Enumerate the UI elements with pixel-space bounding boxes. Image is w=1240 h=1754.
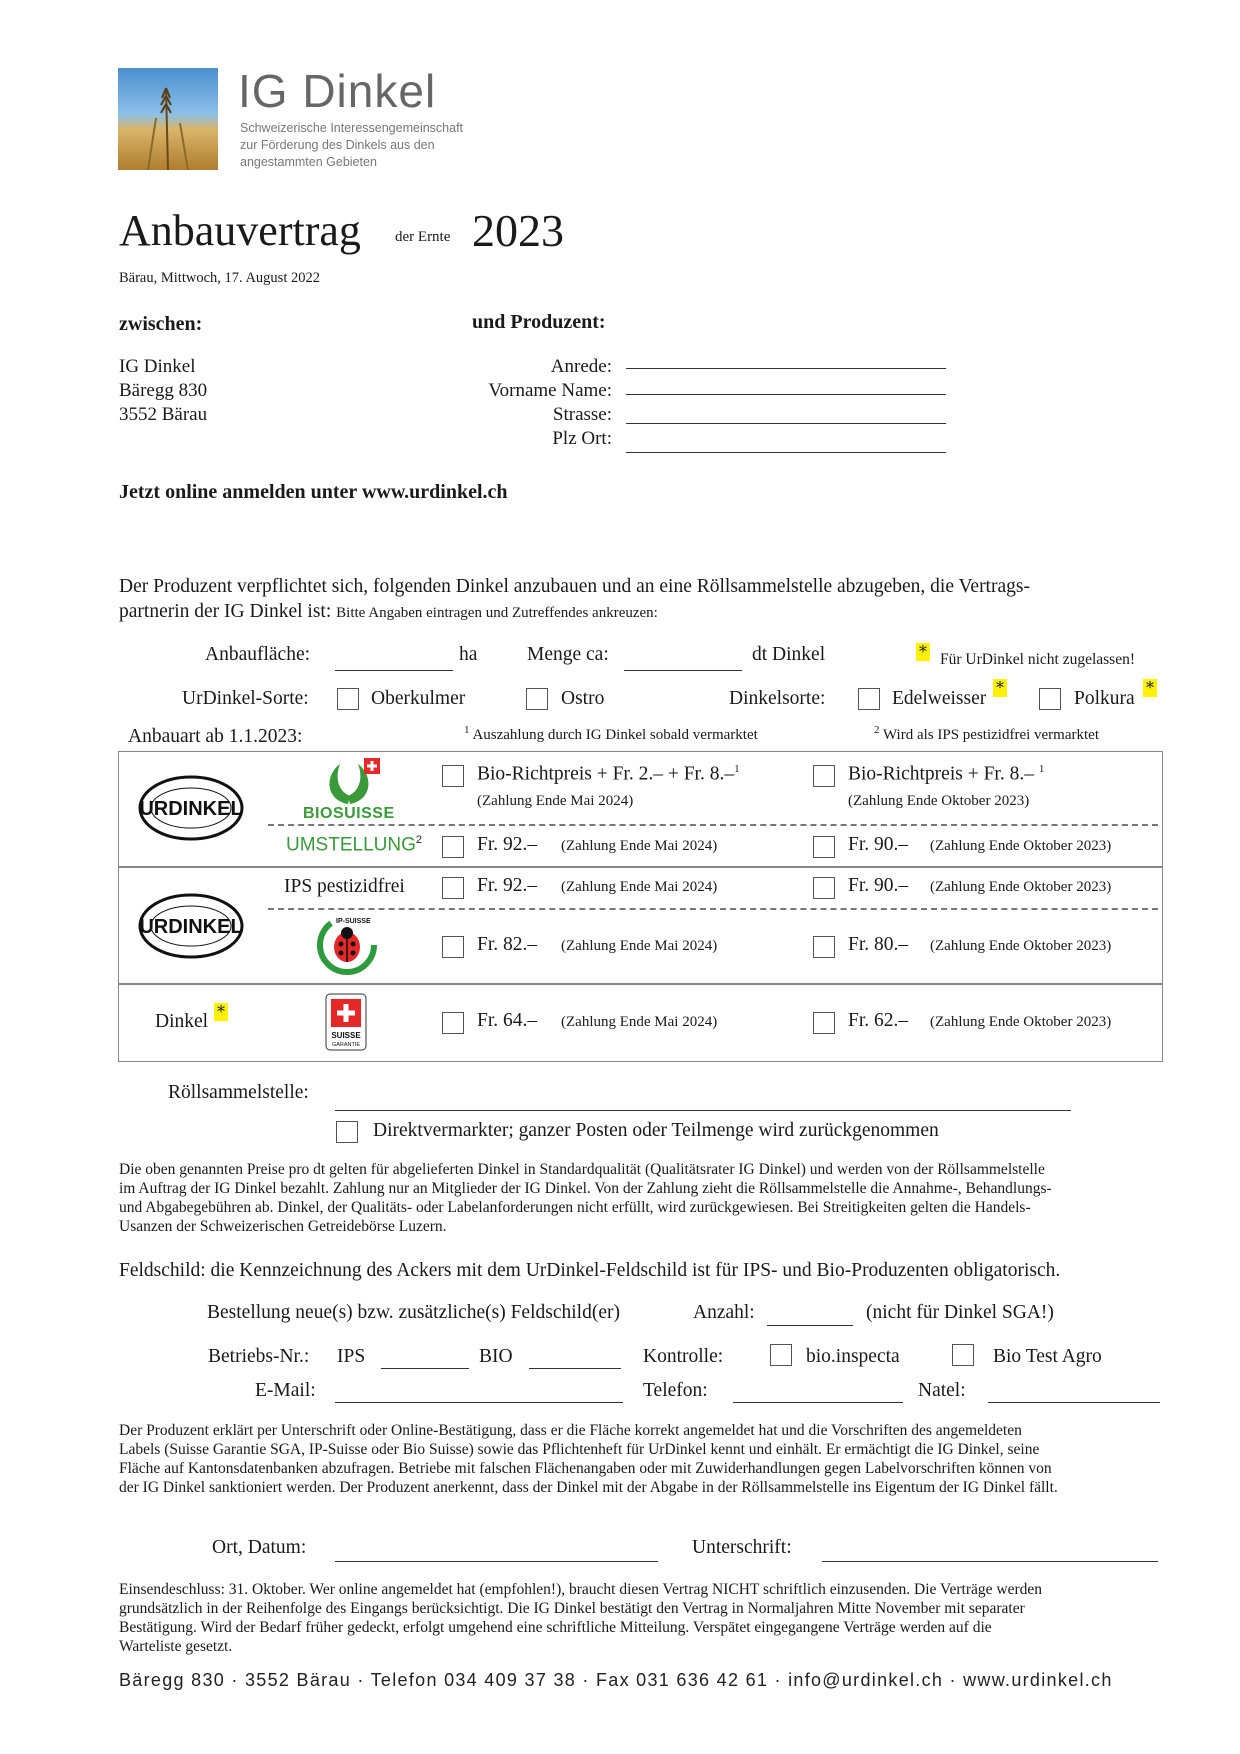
method-label: Anbauart ab 1.1.2023: [128,726,303,747]
divider [268,824,1158,826]
phone-label: Telefon: [643,1380,708,1401]
variety-ostro: Ostro [561,688,605,709]
checkbox-polkura[interactable] [1039,688,1061,710]
bio-opt1-note: (Zahlung Ende Mai 2024) [477,793,634,809]
producer-label: und Produzent: [472,311,606,333]
dinkel-note1: (Zahlung Ende Mai 2024) [561,1014,718,1030]
ips-note2: (Zahlung Ende Oktober 2023) [930,879,1112,895]
suisse-garantie-logo [325,993,367,1051]
umstellung-note2: (Zahlung Ende Oktober 2023) [930,838,1112,854]
star-marker: * [214,1003,228,1021]
ips-label: IPS pestizidfrei [284,876,405,897]
title-sub: der Ernte [395,229,451,245]
org-tagline: Schweizerische Interessengemeinschaft zur Förderung des Dinkels aus den angestammten Gebieten [240,121,464,169]
signature-field[interactable] [822,1561,1158,1562]
checkbox-bio-opt2[interactable] [813,765,835,787]
star-marker: * [1143,679,1157,697]
bio-no-label: BIO [479,1346,513,1367]
svg-text:GARANTIE: GARANTIE [331,1042,361,1048]
bio-opt2: Bio-Richtpreis + Fr. 8.– $^1$ [848,763,1045,785]
bio-opt2-note: (Zahlung Ende Oktober 2023) [848,793,1030,809]
checkbox-ips-1[interactable] [442,877,464,899]
logo-photo [118,68,218,170]
ips-price4: Fr. 80.– [848,934,909,955]
direct-label: Direktvermarkter; ganzer Posten oder Teilmenge wird zurückgenommen [373,1120,939,1141]
place-date-field[interactable] [335,1561,658,1562]
producer-field-labels: Anrede: Vorname Name: Strasse: Plz Ort: [488,356,612,449]
checkbox-ips-2[interactable] [813,877,835,899]
city-field[interactable] [626,452,946,453]
count-label: Anzahl: [693,1302,755,1323]
dinkel-label: Dinkel [155,1011,209,1032]
page-title: Anbauvertrag [119,206,361,255]
signature-label: Unterschrift: [692,1537,792,1558]
title-year: 2023 [472,205,564,256]
svg-text:SUISSE: SUISSE [331,1031,361,1040]
amount-field[interactable] [624,670,742,671]
svg-text:IP-SUISSE: IP-SUISSE [336,918,371,925]
amount-unit: dt Dinkel [752,644,826,665]
checkbox-bio-test-agro[interactable] [952,1344,974,1366]
star-note: Für UrDinkel nicht zugelassen! [940,651,1135,668]
phone-field[interactable] [733,1402,903,1403]
control-bio-test-agro: Bio Test Agro [993,1346,1102,1367]
ips-price1: Fr. 92.– [477,875,538,896]
bio-suisse-logo-text: BIOSUISSE [303,805,395,822]
count-note: (nicht für Dinkel SGA!) [866,1302,1054,1323]
footnote-1: $^1$ Auszahlung durch IG Dinkel sobald vermarktet [464,724,758,743]
intro-text: Der Produzent verpflichtet sich, folgenden Dinkel anzubauen und an eine Röllsammelstelle abzugeben, die Vertrags- partnerin der IG Dinkel ist: Bitte Angaben eintragen und Zutreffendes ankreuzen: [119,576,1030,622]
collection-field[interactable] [335,1110,1071,1111]
checkbox-bio-inspecta[interactable] [770,1344,792,1366]
area-unit: ha [459,644,478,665]
address-block: IG Dinkel Bäregg 830 3552 Bärau [119,356,208,425]
betrieb-label: Betriebs-Nr.: [208,1346,310,1367]
footnote-2: $^2$ Wird als IPS pestizidfrei vermarktet [874,724,1099,743]
svg-text:URDINKEL: URDINKEL [139,798,243,820]
between-label: zwischen: [119,313,203,335]
bio-opt1: Bio-Richtpreis + Fr. 2.– + Fr. 8.–$^1$ [477,763,740,785]
control-label: Kontrolle: [643,1346,724,1367]
ips-price3: Fr. 82.– [477,934,538,955]
bio-no-field[interactable] [529,1368,621,1369]
ips-price2: Fr. 90.– [848,875,909,896]
area-label: Anbaufläche: [205,644,311,665]
checkbox-bio-opt1[interactable] [442,765,464,787]
footer-contact: Bäregg 830 · 3552 Bärau · Telefon 034 409 37 38 · Fax 031 636 42 61 · info@urdinkel.ch · www.urdinkel.ch [119,1670,1113,1690]
deadline-text: Einsendeschluss: 31. Oktober. Wer online angemeldet hat (empfohlen!), braucht diesen Vertrag NICHT schriftlich einzusenden. Die Verträge werden grundsätzlich in der Reihenfolge des Eingangs berücksichtigt. Die IG Dinkel bestätigt den Vertrag in Normaljahren Mitte November mit separater Bestätigung. Wird der Bedarf früher gedeckt, erfolgt umgehend eine schriftliche Mitteilung. Verspätet eingegangene Verträge werden auf die Warteliste gesetzt. [119,1581,1043,1655]
salutation-field[interactable] [626,368,946,369]
online-link[interactable]: Jetzt online anmelden unter www.urdinkel.ch [119,481,508,503]
checkbox-edelweisser[interactable] [858,688,880,710]
ips-no-field[interactable] [381,1368,469,1369]
checkbox-oberkulmer[interactable] [337,688,359,710]
urdinkel-logo [138,775,244,841]
checkbox-umstellung-1[interactable] [442,836,464,858]
control-bio-inspecta: bio.inspecta [806,1346,900,1367]
dinkel-variety-label: Dinkelsorte: [729,688,826,709]
dinkel-price1: Fr. 64.– [477,1010,538,1031]
street-field[interactable] [626,423,946,424]
urdinkel-logo [138,893,244,959]
star-marker: * [993,679,1007,697]
ip-suisse-ladybug-icon [316,914,378,976]
fieldsign-text: Feldschild: die Kennzeichnung des Ackers mit dem UrDinkel-Feldschild ist für IPS- und Bio-Produzenten obligatorisch. [119,1260,1061,1281]
checkbox-direct[interactable] [336,1121,358,1143]
checkbox-dinkel-2[interactable] [813,1012,835,1034]
declaration-text: Der Produzent erklärt per Unterschrift oder Online-Bestätigung, dass er die Fläche korrekt angemeldet hat und die Vorschriften des angemeldeten Labels (Suisse Garantie SGA, IP-Suisse oder Bio Suisse) sowie das Pflichtenheft für UrDinkel kennt und einhält. Er ermächtigt die IG Dinkel, seine Fläche auf Kantonsdatenbanken abzufragen. Betriebe mit falschen Flächenangaben oder mit Zuwiderhandlungen gegen Labelvorschriften können von der IG Dinkel sanktioniert werden. Der Produzent anerkennt, dass der Dinkel mit der Abgabe in der Röllsammelstelle ins Eigentum der IG Dinkel fällt. [119,1422,1058,1496]
date-line: Bärau, Mittwoch, 17. August 2022 [119,270,320,286]
umstellung-note1: (Zahlung Ende Mai 2024) [561,838,718,854]
divider [268,908,1158,910]
variety-edelweisser: Edelweisser [892,688,987,709]
fieldsign-order: Bestellung neue(s) bzw. zusätzliche(s) Feldschild(er) [207,1302,620,1323]
dinkel-price2: Fr. 62.– [848,1010,909,1031]
checkbox-ips-4[interactable] [813,936,835,958]
umstellung-price2: Fr. 90.– [848,834,909,855]
mobile-label: Natel: [918,1380,966,1401]
amount-label: Menge ca: [527,644,609,665]
checkbox-umstellung-2[interactable] [813,836,835,858]
collection-label: Röllsammelstelle: [168,1082,309,1103]
variety-polkura: Polkura [1074,688,1135,709]
name-field[interactable] [626,394,946,395]
ips-note3: (Zahlung Ende Mai 2024) [561,938,718,954]
ips-note4: (Zahlung Ende Oktober 2023) [930,938,1112,954]
umstellung-label: UMSTELLUNG$^2$ [286,834,422,856]
checkbox-ips-3[interactable] [442,936,464,958]
area-field[interactable] [335,670,453,671]
variety-oberkulmer: Oberkulmer [371,688,466,709]
checkbox-ostro[interactable] [526,688,548,710]
umstellung-price1: Fr. 92.– [477,834,538,855]
variety-label: UrDinkel-Sorte: [182,688,309,709]
price-terms: Die oben genannten Preise pro dt gelten für abgelieferten Dinkel in Standardqualität (Qualitätsrater IG Dinkel) und werden von der Röllsammelstelle im Auftrag der IG Dinkel bezahlt. Zahlung nur an Mitglieder der IG Dinkel. Von der Zahlung zieht die Röllsammelstelle die Annahme-, Behandlungs- und Abgabegebühren ab. Dinkel, der Qualitäts- oder Labelanforderungen nicht erfüllt, wird zurückgewiesen. Bei Streitigkeiten gelten die Handels- Usanzen der Schweizerischen Getreidebörse Luzern. [119,1161,1052,1235]
email-field[interactable] [335,1402,623,1403]
ips-note1: (Zahlung Ende Mai 2024) [561,879,718,895]
mobile-field[interactable] [988,1402,1160,1403]
count-field[interactable] [767,1325,853,1326]
place-date-label: Ort, Datum: [212,1537,307,1558]
bio-suisse-bud-icon [320,756,382,806]
ips-no-label: IPS [337,1346,366,1367]
star-marker: * [916,643,930,661]
wheat-icon [118,68,218,170]
org-name: IG Dinkel [238,65,437,117]
checkbox-dinkel-1[interactable] [442,1012,464,1034]
dinkel-note2: (Zahlung Ende Oktober 2023) [930,1014,1112,1030]
svg-text:URDINKEL: URDINKEL [139,916,243,938]
email-label: E-Mail: [255,1380,316,1401]
